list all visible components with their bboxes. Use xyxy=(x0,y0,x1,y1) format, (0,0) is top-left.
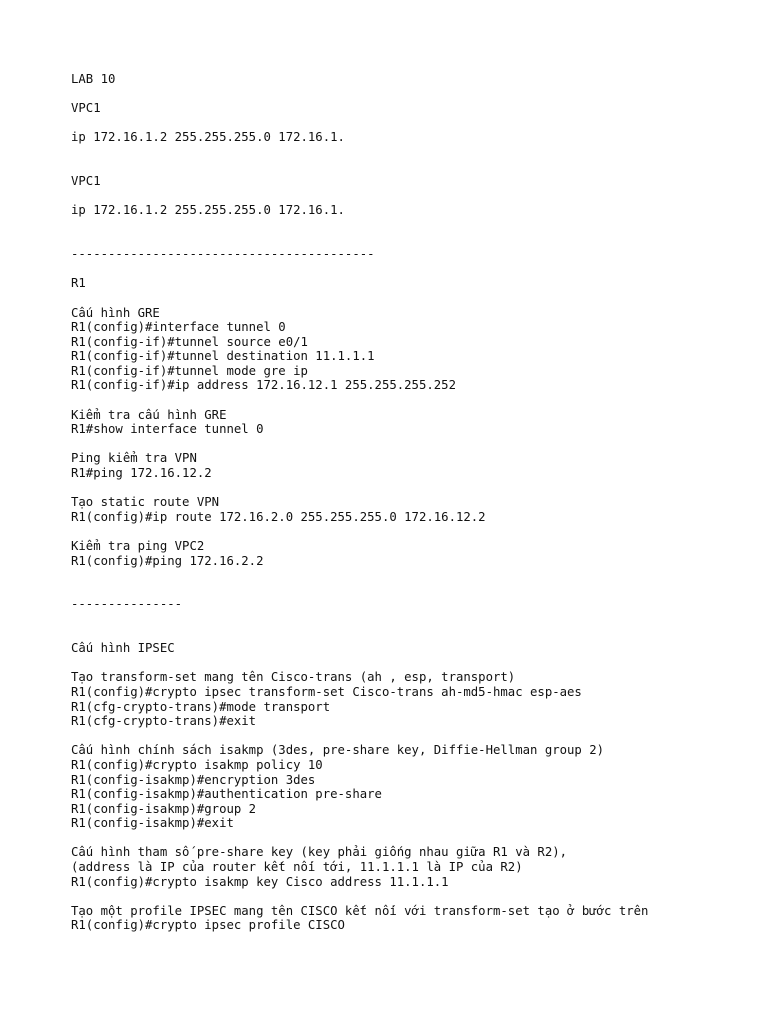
command-line: R1(config)#crypto isakmp key Cisco address 11.1.1.1 xyxy=(71,874,449,889)
vpc1-heading: VPC1 xyxy=(71,174,101,189)
section-subtitle-preshare-key: (address là IP của router kết nối tới, 11.1.1.1 là IP của R2) xyxy=(71,860,523,875)
command-line: R1(config)#crypto isakmp policy 10 xyxy=(71,757,323,772)
command-line: R1(config-if)#ip address 172.16.12.1 255.255.255.252 xyxy=(71,378,456,393)
command-line: R1(config)#ip route 172.16.2.0 255.255.255.0 172.16.12.2 xyxy=(71,509,486,524)
command-line: R1(config)#interface tunnel 0 xyxy=(71,320,286,335)
section-title-ping-vpc2: Kiểm tra ping VPC2 xyxy=(71,539,205,553)
command-line: R1#show interface tunnel 0 xyxy=(71,422,264,437)
section-title-transform-set: Tạo transform-set mang tên Cisco-trans (ah , esp, transport) xyxy=(71,670,516,685)
command-line: R1(config)#crypto ipsec transform-set Cisco-trans ah-md5-hmac esp-aes xyxy=(71,684,582,699)
vpc1-ip-command: ip 172.16.1.2 255.255.255.0 172.16.1. xyxy=(71,130,345,145)
separator-line: ----------------------------------------- xyxy=(71,247,375,262)
section-title-preshare-key: Cấu hình tham số pre-share key (key phải giống nhau giữa R1 và R2), xyxy=(71,845,568,860)
vpc1-ip-command: ip 172.16.1.2 255.255.255.0 172.16.1. xyxy=(71,203,345,218)
command-line: R1(config-if)#tunnel destination 11.1.1.1 xyxy=(71,349,375,364)
vpc1-heading: VPC1 xyxy=(71,101,101,116)
command-line: R1(config-if)#tunnel source e0/1 xyxy=(71,334,308,349)
command-line: R1(config-isakmp)#encryption 3des xyxy=(71,772,316,787)
document-page xyxy=(71,72,751,933)
section-title-gre-config: Cấu hình GRE xyxy=(71,305,160,320)
command-line: R1(config-if)#tunnel mode gre ip xyxy=(71,363,308,378)
section-title-ipsec-profile: Tạo một profile IPSEC mang tên CISCO kết nối với transform-set tạo ở bước trên xyxy=(71,903,649,918)
command-line: R1#ping 172.16.12.2 xyxy=(71,466,212,481)
section-title-static-route: Tạo static route VPN xyxy=(71,495,220,510)
r1-heading: R1 xyxy=(71,276,86,291)
ipsec-heading: Cấu hình IPSEC xyxy=(71,641,175,656)
command-line: R1(config)#ping 172.16.2.2 xyxy=(71,553,264,568)
separator-line: --------------- xyxy=(71,597,183,612)
command-line: R1(cfg-crypto-trans)#mode transport xyxy=(71,699,331,714)
section-title-gre-check: Kiểm tra cấu hình GRE xyxy=(71,407,227,422)
command-line: R1(config-isakmp)#authentication pre-share xyxy=(71,787,382,802)
command-line: R1(cfg-crypto-trans)#exit xyxy=(71,714,257,729)
section-title-ping-vpn: Ping kiểm tra VPN xyxy=(71,451,197,466)
document-title: LAB 10 xyxy=(71,72,116,86)
command-line: R1(config-isakmp)#group 2 xyxy=(71,801,257,816)
command-line: R1(config-isakmp)#exit xyxy=(71,816,234,831)
section-title-isakmp-policy: Cấu hình chính sách isakmp (3des, pre-share key, Diffie-Hellman group 2) xyxy=(71,743,605,758)
command-line: R1(config)#crypto ipsec profile CISCO xyxy=(71,918,345,933)
